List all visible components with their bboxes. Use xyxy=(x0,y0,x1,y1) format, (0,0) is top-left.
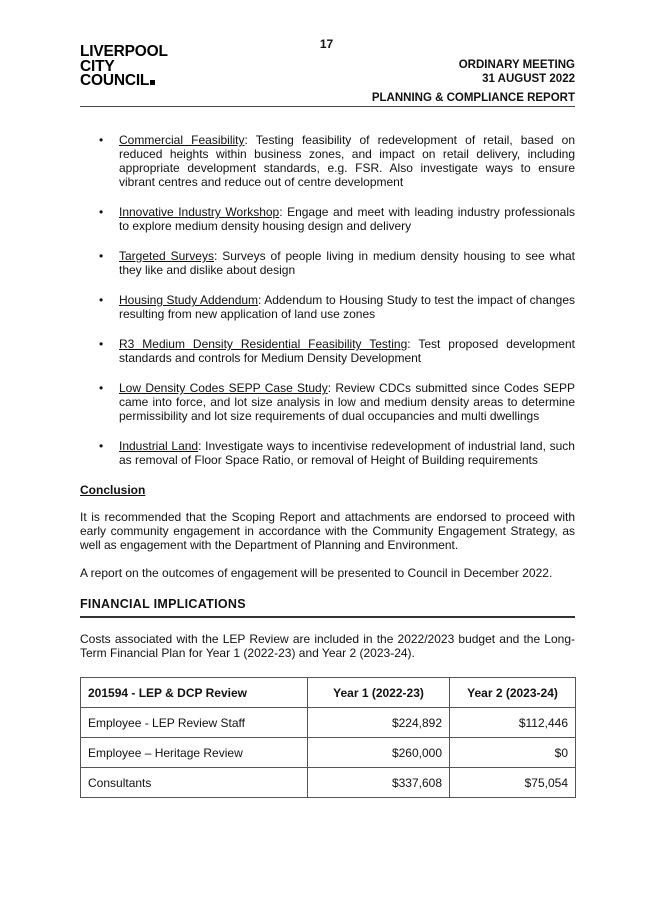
table-row xyxy=(81,768,576,798)
bullet-title: Commercial Feasibility xyxy=(119,133,245,147)
logo-dot-icon xyxy=(150,80,155,85)
table-header-cell: 201594 - LEP & DCP Review xyxy=(81,678,308,708)
bullet-title: Innovative Industry Workshop xyxy=(119,205,280,219)
outcomes-paragraph: A report on the outcomes of engagement will be presented to Council in December 2022. xyxy=(80,566,553,580)
table-cell: $260,000 xyxy=(308,738,450,768)
list-item xyxy=(80,293,575,321)
conclusion-heading: Conclusion xyxy=(80,483,146,497)
financial-implications-heading: FINANCIAL IMPLICATIONS xyxy=(80,597,575,618)
list-item xyxy=(80,439,575,467)
table-header-row xyxy=(81,678,576,708)
bullet-text: : Testing feasibility of redevelopment of retail, based on reduced heights within business zones, and impact on retail delivery, including appropriate development standards, e.g. FSR. Also investigate ways to ensure vibrant centres and reduce out of centre development xyxy=(119,133,575,189)
logo-line-2: CITY xyxy=(80,57,115,75)
table-cell: $0 xyxy=(450,738,576,768)
list-item xyxy=(80,205,575,233)
council-logo xyxy=(80,45,168,89)
bullet-text: : Addendum to Housing Study to test the impact of changes resulting from new application of land use zones xyxy=(119,293,575,321)
bullet-title: Housing Study Addendum xyxy=(119,293,259,307)
list-item xyxy=(80,381,575,423)
table-cell: $224,892 xyxy=(308,708,450,738)
conclusion-paragraph: It is recommended that the Scoping Report and attachments are endorsed to proceed with early community engagement in accordance with the Community Engagement Strategy, as well as engagement with the Department of Planning and Environment. xyxy=(80,510,575,552)
table-row xyxy=(81,738,576,768)
bullet-title: Targeted Surveys xyxy=(119,249,214,263)
financial-paragraph: Costs associated with the LEP Review are included in the 2022/2023 budget and the Long-Term Financial Plan for Year 1 (2022-23) and Year 2 (2023-24). xyxy=(80,632,575,660)
table-header-cell: Year 2 (2023-24) xyxy=(450,678,576,708)
page-number: 17 xyxy=(319,37,334,51)
bullet-text: : Surveys of people living in medium density housing to see what they like and dislike about design xyxy=(119,249,575,277)
list-item xyxy=(80,133,575,189)
table-row xyxy=(81,708,576,738)
table-cell: $75,054 xyxy=(450,768,576,798)
bullet-title: R3 Medium Density Residential Feasibility Testing xyxy=(119,337,408,351)
logo-line-3: COUNCIL xyxy=(80,72,150,89)
bullet-text: : Test proposed development standards and controls for Medium Density Development xyxy=(119,337,575,365)
list-item xyxy=(80,337,575,365)
financial-table xyxy=(80,677,576,798)
bullet-title: Industrial Land xyxy=(119,439,199,453)
report-title: PLANNING & COMPLIANCE REPORT xyxy=(371,92,575,104)
table-cell: Employee – Heritage Review xyxy=(81,738,308,768)
list-item xyxy=(80,249,575,277)
bullet-title: Low Density Codes SEPP Case Study xyxy=(119,381,328,395)
header-divider xyxy=(80,106,575,107)
bullet-list xyxy=(80,133,575,467)
bullet-text: : Investigate ways to incentivise redevelopment of industrial land, such as removal of Floor Space Ratio, or removal of Height of Building requirements xyxy=(119,439,575,467)
logo-line-1: LIVERPOOL xyxy=(80,43,168,60)
table-header-cell: Year 1 (2022-23) xyxy=(308,678,450,708)
bullet-text: : Engage and meet with leading industry professionals to explore medium density housing design and delivery xyxy=(119,205,575,233)
table-cell: Employee - LEP Review Staff xyxy=(81,708,308,738)
meeting-title: ORDINARY MEETING xyxy=(458,59,575,71)
document-body xyxy=(80,133,575,798)
report-header xyxy=(372,58,575,105)
bullet-text: : Review CDCs submitted since Codes SEPP came into force, and lot size analysis in low and medium density areas to determine permissibility and lot size requirements of dual occupancies and multi dwellings xyxy=(119,381,575,423)
table-cell: $337,608 xyxy=(308,768,450,798)
table-cell: $112,446 xyxy=(450,708,576,738)
meeting-date: 31 AUGUST 2022 xyxy=(482,73,575,85)
table-cell: Consultants xyxy=(81,768,308,798)
